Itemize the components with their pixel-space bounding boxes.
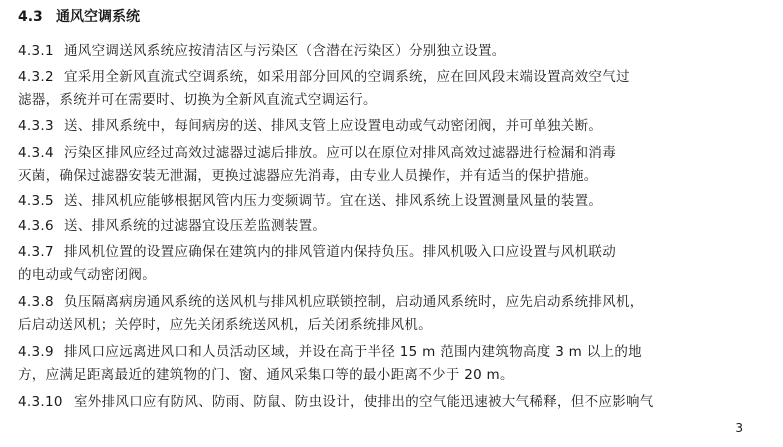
clause-number: 4.3.3 — [18, 118, 54, 134]
clause-line-continued: 的电动或气动密闭阀。 — [18, 267, 156, 283]
clause-line — [18, 291, 774, 314]
clause-text: 负压隔离病房通风系统的送风机与排风机应联锁控制，启动通风系统时，应先启动系统排风机， — [64, 294, 644, 310]
clause-number: 4.3.2 — [18, 69, 54, 85]
clause-line — [18, 241, 774, 264]
clause-4-3-8 — [18, 291, 774, 337]
clause-text: 污染区排风应经过高效过滤器过滤后排放。应可以在原位对排风高效过滤器进行检漏和消毒 — [64, 145, 616, 161]
section-title: 通风空调系统 — [56, 9, 140, 25]
clause-4-3-4 — [18, 142, 774, 188]
clause-text: 排风口应远离进风口和人员活动区域，并设在高于半径 15 m 范围内建筑物高度 3 m 以上的地 — [64, 344, 642, 360]
clause-number: 4.3.9 — [18, 344, 54, 360]
clause-number: 4.3.10 — [18, 394, 63, 410]
clause-number: 4.3.4 — [18, 145, 54, 161]
clause-number: 4.3.8 — [18, 294, 54, 310]
clause-number: 4.3.7 — [18, 244, 54, 260]
clause-4-3-6 — [18, 215, 774, 238]
clause-line — [18, 341, 774, 364]
page-number: 3 — [735, 421, 743, 435]
clause-text: 宜采用全新风直流式空调系统，如采用部分回风的空调系统，应在回风段末端设置高效空气过 — [64, 69, 630, 85]
section-heading — [18, 6, 140, 28]
section-number: 4.3 — [18, 9, 43, 25]
clause-line-continued: 滤器，系统并可在需要时、切换为全新风直流式空调运行。 — [18, 92, 377, 108]
clause-4-3-7 — [18, 241, 774, 287]
clause-number: 4.3.5 — [18, 193, 54, 209]
clause-text: 送、排风系统中，每间病房的送、排风支管上应设置电动或气动密闭阀，并可单独关断。 — [64, 118, 603, 134]
clause-line — [18, 391, 774, 414]
clause-line — [18, 66, 774, 89]
clause-4-3-2 — [18, 66, 774, 112]
clause-text: 室外排风口应有防风、防雨、防鼠、防虫设计，使排出的空气能迅速被大气稀释，但不应影响气 — [74, 394, 654, 410]
clause-text: 送、排风系统的过滤器宜设压差监测装置。 — [64, 218, 327, 234]
clause-4-3-10 — [18, 391, 774, 414]
clause-number: 4.3.6 — [18, 218, 54, 234]
clause-4-3-9 — [18, 341, 774, 387]
clause-4-3-1 — [18, 40, 774, 63]
clause-line-continued: 方，应满足距离最近的建筑物的门、窗、通风采集口等的最小距离不少于 20 m。 — [18, 367, 514, 383]
clause-number: 4.3.1 — [18, 43, 54, 59]
clause-line — [18, 142, 774, 165]
clause-line — [18, 115, 774, 138]
clause-text: 排风机位置的设置应确保在建筑内的排风管道内保持负压。排风机吸入口应设置与风机联动 — [64, 244, 616, 260]
clause-line-continued: 后启动送风机；关停时，应先关闭系统送风机，后关闭系统排风机。 — [18, 317, 432, 333]
clause-line — [18, 40, 774, 63]
clause-text: 通风空调送风系统应按清洁区与污染区（含潜在污染区）分别独立设置。 — [64, 43, 506, 59]
clause-line-continued: 灭菌，确保过滤器安装无泄漏，更换过滤器应先消毒，由专业人员操作，并有适当的保护措施。 — [18, 168, 598, 184]
clause-line — [18, 215, 774, 238]
clause-4-3-3 — [18, 115, 774, 138]
clause-line — [18, 190, 774, 213]
clause-text: 送、排风机应能够根据风管内压力变频调节。宜在送、排风系统上设置测量风量的装置。 — [64, 193, 603, 209]
clause-4-3-5 — [18, 190, 774, 213]
